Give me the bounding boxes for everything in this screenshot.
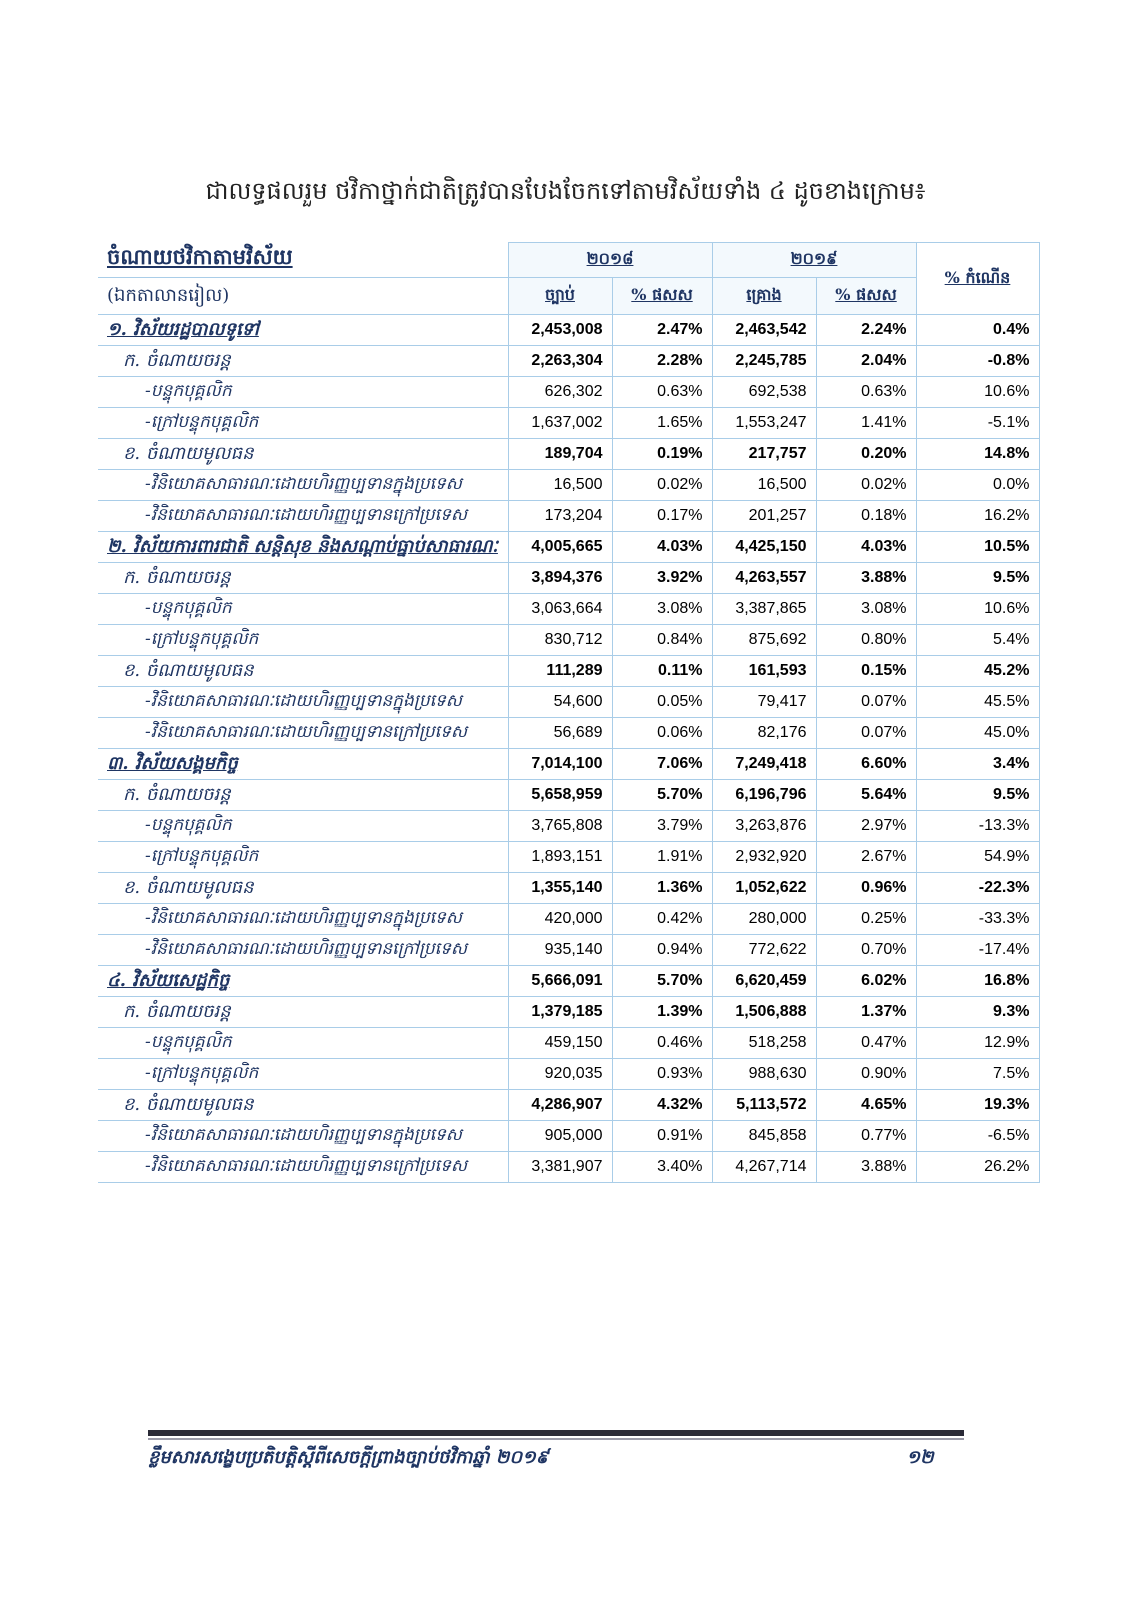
table-row [98, 1028, 1039, 1059]
cell-v2018: 16,500 [508, 470, 612, 501]
cell-v2018: 54,600 [508, 687, 612, 718]
cell-p2018: 1.39% [612, 997, 712, 1028]
cell-p2018: 0.46% [612, 1028, 712, 1059]
cell-p2019: 0.47% [816, 1028, 916, 1059]
cell-growth: 16.2% [916, 501, 1039, 532]
cell-v2018: 173,204 [508, 501, 612, 532]
table-row [98, 904, 1039, 935]
row-label-cell [98, 966, 508, 997]
cell-v2019: 1,052,622 [712, 873, 816, 904]
cell-p2018: 3.40% [612, 1152, 712, 1183]
cell-p2018: 0.84% [612, 625, 712, 656]
unit-cell [98, 278, 508, 315]
row-label-cell [98, 997, 508, 1028]
cell-v2018: 189,704 [508, 439, 612, 470]
row-label-cell [98, 501, 508, 532]
cell-growth: 10.5% [916, 532, 1039, 563]
table-row [98, 439, 1039, 470]
cell-p2019: 0.25% [816, 904, 916, 935]
cell-v2019: 4,267,714 [712, 1152, 816, 1183]
row-label: -ក្រៅបន្ទុកបុគ្គលិក [145, 628, 259, 649]
table-row [98, 718, 1039, 749]
cell-v2019: 4,263,557 [712, 563, 816, 594]
cell-v2019: 7,249,418 [712, 749, 816, 780]
cell-v2018: 459,150 [508, 1028, 612, 1059]
cell-v2018: 830,712 [508, 625, 612, 656]
row-label-cell [98, 439, 508, 470]
cell-p2018: 0.17% [612, 501, 712, 532]
cell-p2018: 0.11% [612, 656, 712, 687]
table-header-row-2 [98, 278, 1039, 315]
row-label-cell [98, 470, 508, 501]
table-row [98, 873, 1039, 904]
footer-divider [148, 1430, 964, 1436]
table-row [98, 1090, 1039, 1121]
row-label-cell [98, 532, 508, 563]
cell-p2019: 2.24% [816, 315, 916, 346]
cell-growth: 0.0% [916, 470, 1039, 501]
cell-growth: -13.3% [916, 811, 1039, 842]
row-label-cell [98, 346, 508, 377]
cell-v2018: 111,289 [508, 656, 612, 687]
cell-v2019: 280,000 [712, 904, 816, 935]
budget-table [98, 242, 1040, 1183]
row-label-cell [98, 749, 508, 780]
cell-v2018: 7,014,100 [508, 749, 612, 780]
cell-growth: 54.9% [916, 842, 1039, 873]
cell-p2018: 1.65% [612, 408, 712, 439]
cell-p2018: 0.94% [612, 935, 712, 966]
row-label-cell [98, 1028, 508, 1059]
cell-v2018: 3,765,808 [508, 811, 612, 842]
table-row [98, 811, 1039, 842]
table-title-cell [98, 243, 508, 278]
table-row [98, 346, 1039, 377]
table-row [98, 1152, 1039, 1183]
cell-p2018: 5.70% [612, 780, 712, 811]
cell-p2019: 2.04% [816, 346, 916, 377]
cell-p2019: 0.77% [816, 1121, 916, 1152]
row-label: ១. វិស័យរដ្ឋបាលទូទៅ [107, 318, 259, 340]
cell-p2018: 4.32% [612, 1090, 712, 1121]
cell-p2019: 0.02% [816, 470, 916, 501]
growth-header: % កំណើន [916, 243, 1039, 315]
cell-growth: 9.3% [916, 997, 1039, 1028]
cell-growth: 3.4% [916, 749, 1039, 780]
row-label: ៣. វិស័យសង្គមកិច្ច [107, 752, 238, 774]
cell-v2018: 2,453,008 [508, 315, 612, 346]
row-label: -វិនិយោគសាធារណៈដោយហិរញ្ញប្បទានក្នុងប្រទេស [145, 907, 462, 928]
cell-p2018: 2.28% [612, 346, 712, 377]
cell-growth: -0.8% [916, 346, 1039, 377]
cell-p2018: 0.19% [612, 439, 712, 470]
cell-growth: 5.4% [916, 625, 1039, 656]
cell-v2019: 1,506,888 [712, 997, 816, 1028]
table-row [98, 1059, 1039, 1090]
cell-growth: 26.2% [916, 1152, 1039, 1183]
cell-growth: 14.8% [916, 439, 1039, 470]
cell-v2018: 56,689 [508, 718, 612, 749]
row-label-cell [98, 625, 508, 656]
table-row [98, 997, 1039, 1028]
row-label: -បន្ទុកបុគ្គលិក [145, 597, 232, 618]
cell-growth: 12.9% [916, 1028, 1039, 1059]
row-label: -ក្រៅបន្ទុកបុគ្គលិក [145, 1062, 259, 1083]
cell-v2019: 3,387,865 [712, 594, 816, 625]
intro-text: ជាលទ្ធផលរួម ថវិកាថ្នាក់ជាតិត្រូវបានបែងចែកទៅតាមវិស័យទាំង ៤ ដូចខាងក្រោម៖ [205, 177, 926, 205]
cell-p2018: 0.02% [612, 470, 712, 501]
cell-growth: -5.1% [916, 408, 1039, 439]
cell-v2019: 82,176 [712, 718, 816, 749]
cell-p2019: 0.07% [816, 687, 916, 718]
footer-divider-thin [148, 1438, 964, 1440]
cell-v2018: 2,263,304 [508, 346, 612, 377]
row-label: -វិនិយោគសាធារណៈដោយហិរញ្ញប្បទានក្រៅប្រទេស [145, 504, 468, 525]
cell-v2018: 5,658,959 [508, 780, 612, 811]
table-row [98, 625, 1039, 656]
table-row [98, 501, 1039, 532]
row-label-cell [98, 563, 508, 594]
cell-p2019: 0.18% [816, 501, 916, 532]
cell-p2018: 2.47% [612, 315, 712, 346]
row-label: ខ. ចំណាយមូលធន [123, 442, 254, 464]
cell-p2018: 3.08% [612, 594, 712, 625]
cell-growth: 16.8% [916, 966, 1039, 997]
row-label: ៤. វិស័យសេដ្ឋកិច្ច [107, 969, 230, 991]
year-2019-header: ២០១៩ [712, 243, 916, 278]
cell-p2018: 0.63% [612, 377, 712, 408]
col-pct-2018: % ផសស [612, 278, 712, 315]
cell-growth: 45.2% [916, 656, 1039, 687]
cell-p2019: 0.70% [816, 935, 916, 966]
cell-p2019: 6.02% [816, 966, 916, 997]
cell-v2018: 920,035 [508, 1059, 612, 1090]
cell-v2019: 2,463,542 [712, 315, 816, 346]
cell-growth: 0.4% [916, 315, 1039, 346]
cell-v2019: 518,258 [712, 1028, 816, 1059]
row-label-cell [98, 315, 508, 346]
row-label-cell [98, 408, 508, 439]
cell-v2018: 905,000 [508, 1121, 612, 1152]
cell-v2019: 5,113,572 [712, 1090, 816, 1121]
cell-p2018: 5.70% [612, 966, 712, 997]
row-label: -វិនិយោគសាធារណៈដោយហិរញ្ញប្បទានក្រៅប្រទេស [145, 1155, 468, 1176]
cell-v2018: 935,140 [508, 935, 612, 966]
row-label-cell [98, 811, 508, 842]
row-label: -ក្រៅបន្ទុកបុគ្គលិក [145, 411, 259, 432]
cell-p2018: 1.36% [612, 873, 712, 904]
row-label-cell [98, 780, 508, 811]
row-label-cell [98, 656, 508, 687]
table-row [98, 780, 1039, 811]
cell-v2018: 4,005,665 [508, 532, 612, 563]
cell-v2018: 3,894,376 [508, 563, 612, 594]
row-label-cell [98, 1121, 508, 1152]
cell-v2019: 217,757 [712, 439, 816, 470]
cell-p2018: 0.93% [612, 1059, 712, 1090]
cell-v2019: 988,630 [712, 1059, 816, 1090]
footer-title: ខ្លឹមសារសង្ខេបប្រតិបត្តិស្តីពីសេចក្តីព្រាងច្បាប់ថវិកាឆ្នាំ ២០១៩ [148, 1447, 549, 1468]
row-label-cell [98, 1090, 508, 1121]
row-label: ក. ចំណាយចរន្ត [123, 566, 231, 588]
table-row [98, 408, 1039, 439]
cell-p2019: 3.88% [816, 1152, 916, 1183]
table-row [98, 1121, 1039, 1152]
row-label-cell [98, 687, 508, 718]
row-label-cell [98, 904, 508, 935]
cell-p2019: 1.37% [816, 997, 916, 1028]
cell-p2018: 0.05% [612, 687, 712, 718]
cell-growth: -6.5% [916, 1121, 1039, 1152]
cell-v2018: 1,637,002 [508, 408, 612, 439]
cell-p2019: 4.65% [816, 1090, 916, 1121]
cell-p2019: 0.96% [816, 873, 916, 904]
cell-growth: 10.6% [916, 594, 1039, 625]
table-row [98, 656, 1039, 687]
row-label: ខ. ចំណាយមូលធន [123, 876, 254, 898]
row-label: ខ. ចំណាយមូលធន [123, 659, 254, 681]
cell-growth: -22.3% [916, 873, 1039, 904]
cell-p2018: 0.06% [612, 718, 712, 749]
col-plan-2019: គ្រោង [712, 278, 816, 315]
row-label: -វិនិយោគសាធារណៈដោយហិរញ្ញប្បទានក្នុងប្រទេស [145, 690, 462, 711]
row-label-cell [98, 1059, 508, 1090]
row-label-cell [98, 873, 508, 904]
year-2018-header: ២០១៨ [508, 243, 712, 278]
cell-v2018: 1,355,140 [508, 873, 612, 904]
cell-v2019: 16,500 [712, 470, 816, 501]
table-row [98, 377, 1039, 408]
cell-growth: 7.5% [916, 1059, 1039, 1090]
cell-p2019: 2.67% [816, 842, 916, 873]
cell-v2018: 3,063,664 [508, 594, 612, 625]
row-label-cell [98, 935, 508, 966]
cell-p2019: 1.41% [816, 408, 916, 439]
cell-growth: -33.3% [916, 904, 1039, 935]
cell-p2019: 0.63% [816, 377, 916, 408]
cell-growth: 45.5% [916, 687, 1039, 718]
cell-p2018: 3.92% [612, 563, 712, 594]
table-row [98, 842, 1039, 873]
cell-v2018: 5,666,091 [508, 966, 612, 997]
cell-p2018: 1.91% [612, 842, 712, 873]
table-row [98, 935, 1039, 966]
cell-v2018: 4,286,907 [508, 1090, 612, 1121]
table-row [98, 532, 1039, 563]
cell-v2019: 79,417 [712, 687, 816, 718]
cell-p2019: 3.88% [816, 563, 916, 594]
row-label: -វិនិយោគសាធារណៈដោយហិរញ្ញប្បទានក្រៅប្រទេស [145, 938, 468, 959]
row-label-cell [98, 594, 508, 625]
cell-v2019: 2,932,920 [712, 842, 816, 873]
row-label: -បន្ទុកបុគ្គលិក [145, 380, 232, 401]
row-label: -ក្រៅបន្ទុកបុគ្គលិក [145, 845, 259, 866]
cell-v2019: 692,538 [712, 377, 816, 408]
col-pct-2019: % ផសស [816, 278, 916, 315]
table-row [98, 594, 1039, 625]
cell-v2019: 161,593 [712, 656, 816, 687]
cell-p2019: 3.08% [816, 594, 916, 625]
table-row [98, 563, 1039, 594]
cell-p2018: 7.06% [612, 749, 712, 780]
cell-p2019: 6.60% [816, 749, 916, 780]
cell-p2019: 0.07% [816, 718, 916, 749]
cell-v2019: 3,263,876 [712, 811, 816, 842]
cell-growth: 45.0% [916, 718, 1039, 749]
row-label-cell [98, 1152, 508, 1183]
table-row [98, 749, 1039, 780]
row-label: ក. ចំណាយចរន្ត [123, 1000, 231, 1022]
cell-p2019: 0.90% [816, 1059, 916, 1090]
row-label: ២. វិស័យការពារជាតិ សន្តិសុខ និងសណ្តាប់ធ្នាប់សាធារណៈ [107, 535, 498, 557]
cell-v2019: 4,425,150 [712, 532, 816, 563]
cell-v2018: 626,302 [508, 377, 612, 408]
table-row [98, 966, 1039, 997]
table-unit: (ឯកតាលានរៀល) [107, 284, 230, 306]
cell-v2018: 420,000 [508, 904, 612, 935]
cell-growth: -17.4% [916, 935, 1039, 966]
cell-v2018: 3,381,907 [508, 1152, 612, 1183]
cell-growth: 9.5% [916, 563, 1039, 594]
row-label: -បន្ទុកបុគ្គលិក [145, 1031, 232, 1052]
cell-v2019: 6,620,459 [712, 966, 816, 997]
cell-v2019: 201,257 [712, 501, 816, 532]
row-label: ក. ចំណាយចរន្ត [123, 349, 231, 371]
cell-growth: 19.3% [916, 1090, 1039, 1121]
cell-v2019: 6,196,796 [712, 780, 816, 811]
col-law-2018: ច្បាប់ [508, 278, 612, 315]
cell-growth: 9.5% [916, 780, 1039, 811]
cell-p2018: 0.42% [612, 904, 712, 935]
cell-v2019: 2,245,785 [712, 346, 816, 377]
cell-v2018: 1,379,185 [508, 997, 612, 1028]
table-row [98, 470, 1039, 501]
row-label-cell [98, 377, 508, 408]
row-label-cell [98, 718, 508, 749]
cell-v2019: 845,858 [712, 1121, 816, 1152]
table-row [98, 687, 1039, 718]
cell-p2019: 0.80% [816, 625, 916, 656]
table-row [98, 315, 1039, 346]
cell-p2019: 0.20% [816, 439, 916, 470]
cell-p2019: 2.97% [816, 811, 916, 842]
row-label-cell [98, 842, 508, 873]
table-title: ចំណាយថវិកាតាមវិស័យ [107, 244, 293, 270]
row-label: -បន្ទុកបុគ្គលិក [145, 814, 232, 835]
row-label: -វិនិយោគសាធារណៈដោយហិរញ្ញប្បទានក្នុងប្រទេស [145, 1124, 462, 1145]
cell-v2019: 1,553,247 [712, 408, 816, 439]
cell-v2018: 1,893,151 [508, 842, 612, 873]
row-label: ខ. ចំណាយមូលធន [123, 1093, 254, 1115]
table-header-row-1 [98, 243, 1039, 278]
cell-growth: 10.6% [916, 377, 1039, 408]
cell-v2019: 772,622 [712, 935, 816, 966]
cell-p2018: 4.03% [612, 532, 712, 563]
page-number: ១២ [906, 1447, 934, 1468]
cell-p2019: 0.15% [816, 656, 916, 687]
row-label: -វិនិយោគសាធារណៈដោយហិរញ្ញប្បទានក្នុងប្រទេស [145, 473, 462, 494]
row-label: -វិនិយោគសាធារណៈដោយហិរញ្ញប្បទានក្រៅប្រទេស [145, 721, 468, 742]
row-label: ក. ចំណាយចរន្ត [123, 783, 231, 805]
cell-p2019: 4.03% [816, 532, 916, 563]
cell-p2018: 3.79% [612, 811, 712, 842]
cell-p2019: 5.64% [816, 780, 916, 811]
cell-p2018: 0.91% [612, 1121, 712, 1152]
cell-v2019: 875,692 [712, 625, 816, 656]
